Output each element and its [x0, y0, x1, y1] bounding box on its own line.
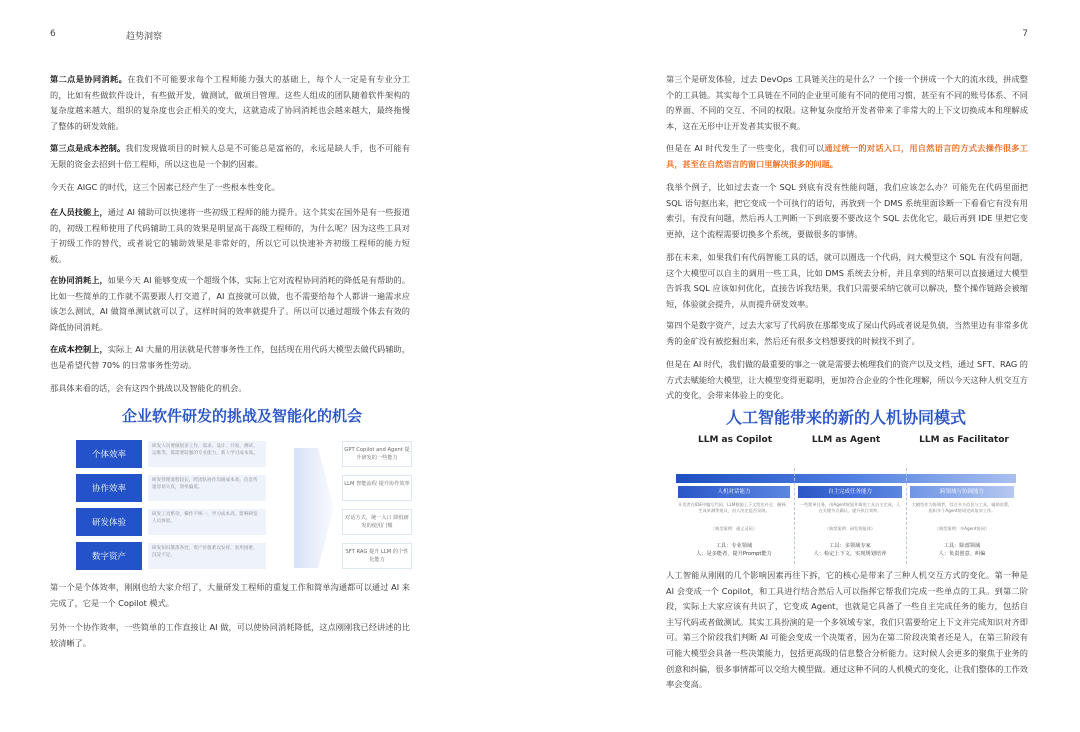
running-head: 趋势洞察: [126, 32, 163, 42]
challenge-description: 研发人员要做很多工作，需求、设计、开发、测试、运维等，都需要较强的专业能力，新人学习成本高。: [148, 441, 266, 467]
paragraph-text: 通过 AI 辅助可以快速将一些初级工程师的能力提升。这个其实在国外是有一些报道的，初级工程师使用了代码辅助工具的效果是明显高于高级工程师的，为什么呢？因为这些工具对于初级工作的替代，或者说它的辅助效果是非常好的，所以它可以快速补齐初级工程师的能力短板。: [50, 207, 410, 264]
role-human: 人：负责创意、纠偏: [938, 551, 986, 557]
figure-title-challenges: 企业软件研发的挑战及智能化的机会: [121, 407, 362, 425]
paragraph-three-modes: [666, 568, 1028, 693]
capability-bar: 跨领域与协调能力: [910, 486, 1014, 498]
role-tool: 工具：除部领域: [943, 543, 981, 549]
opportunity-box: LLM 智能流程 提升协作效率: [342, 475, 412, 501]
figure-row: [72, 474, 412, 502]
paragraph-text: 另外一个协作效率，一些简单的工作直接让 AI 做，可以使协同消耗降低，这点刚刚我已经讲述的比较清晰了。: [50, 622, 410, 648]
paragraph-collab-cost: [50, 72, 410, 134]
paragraph-dev-experience: [666, 72, 1028, 134]
highlighted-text: 通过统一的对话入口，用自然语言的方式去操作很多工具，甚至在自然语言的窗口里解决很多的问题。: [666, 143, 1028, 169]
divider: [906, 468, 908, 564]
challenges-figure: [72, 438, 412, 574]
paragraph-lead: 第二点是协同消耗。: [50, 74, 128, 84]
challenge-description: 研发工具繁杂，操作不统一，学习成本高，影响研发人员体验。: [148, 509, 266, 535]
page-number-left: 6: [50, 29, 56, 39]
figure-row: [72, 508, 412, 536]
mode-role: [678, 542, 790, 558]
challenge-description: 研发管理流程较长，跨团队协作沟通成本高，信息传递容易失真，效率偏低。: [148, 475, 266, 501]
paragraph-collab-efficiency: [50, 620, 410, 651]
paragraph-skills: [50, 205, 410, 267]
mode-role: [910, 542, 1014, 558]
divider: [794, 468, 796, 564]
paragraph-text: 如果今天 AI 能够变成一个超级个体，实际上它对流程协同消耗的降低是有帮助的。比如一些简单的工作就不需要跟人打交道了，AI 直接就可以做，也不需要给每个人都讲一遍需求应该怎么测试，AI 做简单测试就可以了，这样时间的效率就提升了。所以可以通过超级个体去有效的降低协同消耗。: [50, 275, 410, 332]
paragraph-lead: 第三点是成本控制。: [50, 143, 126, 153]
paragraph-cost: [50, 342, 410, 373]
paragraph-text: 那在未来，如果我们有代码智能工具的话，就可以圈选一个代码，问大模型这个 SQL 有没有问题，这个大模型可以自主的调用一些工具，比如 DMS 系统去分析，并且拿到的结果可以直接通过大模型告诉我 SQL 应该如何优化，直接告诉我结果，我们只需要采纳它就可以解决，整个操作链路会被缩短，体验就会提升，从而提升研发效率。: [666, 252, 1028, 309]
paragraph-intro-figure: [50, 381, 410, 397]
role-tool: 工具：专业领域: [715, 543, 753, 549]
role-tool: 工具：多领域专家: [829, 543, 871, 549]
figure-title-collaboration: 人工智能带来的新的人机协同模式: [725, 408, 966, 427]
paragraph-aigc: [50, 180, 410, 196]
mode-example: （典型案例：多Agent协同）: [934, 526, 990, 531]
paragraph-text: 第一个是个体效率，刚刚也给大家介绍了，大量研发工程师的重复工作和简单沟通都可以通过 AI 来完成了，它是一个 Copilot 模式。: [50, 582, 410, 608]
role-human: 人：检定上下文，实现规划培养: [813, 551, 887, 557]
mode-description: 大模型作为协调者，综合多方信息与工具，辅助决策，组织多个Agent协同完成复杂工作。: [911, 502, 1013, 513]
mode-description: 一些简单任务，由Agent规划并调用工具自主完成，人在关键节点确认，提升执行效率。: [799, 502, 901, 513]
mode-title-copilot: LLM as Copilot: [697, 435, 772, 445]
paragraph-lead: 在协同消耗上，: [50, 275, 108, 285]
challenge-label: 研发体验: [76, 508, 142, 536]
paragraph-text: 在我们不可能要求每个工程师能力强大的基础上，每个人一定是有专业分工的，比如有些做软件设计，有些做开发，做测试，做项目管理。这些人组成的团队随着软件架构的复杂度越来越大，组织的复杂度也会正相关的变大，这就造成了协同消耗也会越来越大，最终拖慢了整体的研发效能。: [50, 74, 410, 131]
capability-bar: 自主完成任务能力: [798, 486, 902, 498]
paragraph-collab: [50, 273, 410, 335]
opportunity-box: GPT Copilot and Agent 提升研发的一些能力: [342, 441, 412, 467]
collaboration-modes-figure: [676, 434, 1016, 566]
figure-row: [72, 542, 412, 570]
page-number-right: 7: [1022, 29, 1028, 39]
challenge-label: 个体效率: [76, 440, 142, 468]
mode-role: [798, 542, 902, 558]
mode-description: 开发者在IDE中编写代码，LLM根据上下文给出补全、解释、生成单测等建议，由人决定是否采纳。: [678, 502, 790, 513]
paragraph-text: 我们发现做项目的时候人总是不可能总是富裕的，永远是缺人手，也不可能有无限的资金去招到十倍工程师，所以这也是一个制约因素。: [50, 143, 410, 169]
paragraph-future: [666, 250, 1028, 312]
paragraph-text: 第四个是数字资产，过去大家写了代码放在那都变成了屎山代码或者说是负债，当然里边有非常多优秀的金矿没有被挖掘出来，然后还有很多文档想要找的时候找不到了。: [666, 320, 1028, 346]
mode-title-facilitator: LLM as Facilitator: [919, 435, 1009, 445]
figure-row: [72, 440, 412, 468]
challenge-label: 协作效率: [76, 474, 142, 502]
capability-bar: 人机对话能力: [678, 486, 790, 498]
challenge-label: 数字资产: [76, 542, 142, 570]
mode-example: （典型案例：研发智能体）: [824, 526, 876, 531]
paragraph-lead: 在成本控制上，: [50, 344, 108, 354]
paragraph-ai-change: [666, 141, 1028, 172]
paragraph-cost-control: [50, 141, 410, 172]
paragraph-individual: [50, 580, 410, 611]
paragraph-text: 那具体来看的话，会有这四个挑战以及智能化的机会。: [50, 383, 247, 393]
paragraph-text: 人工智能从刚刚的几个影响因素再往下拆，它的核心是带来了三种人机交互方式的变化。第一种是 AI 会变成一个 Copilot，和工具进行结合然后人可以指挥它帮我们完成一些单点的工具。到第二阶段，实际上大家应该有共识了，它变成 Agent，也就是它具备了一些自主完成任务的能力，包括自主写代码或者做测试。其实工具扮演的是一个多领域专家，我们只需要给定上下文并完成知识对齐即可。第三个阶段我们判断 AI 可能会变成一个决策者，因为在第二阶段决策者还是人，在第三阶段有可能大模型会具备一些决策能力，包括更高级的信息整合分析能力。这时候人会更多的聚焦于业务的创意和纠偏，很多事情都可以交给大模型做。通过这种不同的人机模式的变化，让我们整体的工作效率会变高。: [666, 570, 1028, 690]
paragraph-text: 实际上 AI 大量的用法就是代替事务性工作，包括现在用代码大模型去做代码辅助，也是希望代替 70% 的日常事务性劳动。: [50, 344, 410, 370]
paragraph-ai-era: [666, 357, 1028, 404]
paragraph-text: 我举个例子，比如过去查一个 SQL 到底有没有性能问题，我们应该怎么办？可能先在代码里面把 SQL 语句抠出来，把它变成一个可执行的语句，再放到一个 DMS 系统里面诊断一下看看它有没有用索引，有没有问题，然后再人工判断一下到底要不要改这个 SQL 去优化它，最后再到 IDE 里把它变更掉，这个流程需要切换多个系统，要做很多的事情。: [666, 182, 1028, 239]
mode-title-agent: LLM as Agent: [811, 435, 881, 445]
progression-bar: [676, 474, 1016, 483]
challenge-description: 研发知识散落各处，资产价值难以发挥，复用困难，沉淀不足。: [148, 543, 266, 569]
opportunity-box: 对话方式，统一入口 降低研发的使用门槛: [342, 509, 412, 535]
paragraph-text: 但是在 AI 时代，我们做的最重要的事之一就是需要去梳理我们的资产以及文档，通过 SFT、RAG 的方式去赋能给大模型，让大模型变得更聪明，更加符合企业的个性化理解，所以今天这种人机交互方式的变化，会带来体验上的变化。: [666, 359, 1028, 401]
paragraph-sql-example: [666, 180, 1028, 242]
opportunity-box: SFT RAG 提升 LLM 的个性化能力: [342, 543, 412, 569]
paragraph-text: 但是在 AI 时代发生了一些变化，我们可以: [666, 143, 825, 153]
paragraph-digital-assets: [666, 318, 1028, 349]
paragraph-text: 第三个是研发体验，过去 DevOps 工具链关注的是什么？一个接一个拼成一个大的流水线，拼成整个的工具链。其实每个工具链在不同的企业里可能有不同的使用习惯，甚至有不同的账号体系、不同的界面、不同的交互、不同的权限。这种复杂度给开发者带来了非常大的上下文切换成本和理解成本，这在无形中让开发者其实很不爽。: [666, 74, 1028, 131]
role-human: 人：是多能者，提升Prompt能力: [696, 551, 772, 557]
paragraph-lead: 在人员技能上，: [50, 207, 108, 217]
paragraph-text: 今天在 AIGC 的时代，这三个因素已经产生了一些根本性变化。: [50, 182, 280, 192]
mode-example: （典型案例：通义灵码）: [710, 526, 758, 531]
